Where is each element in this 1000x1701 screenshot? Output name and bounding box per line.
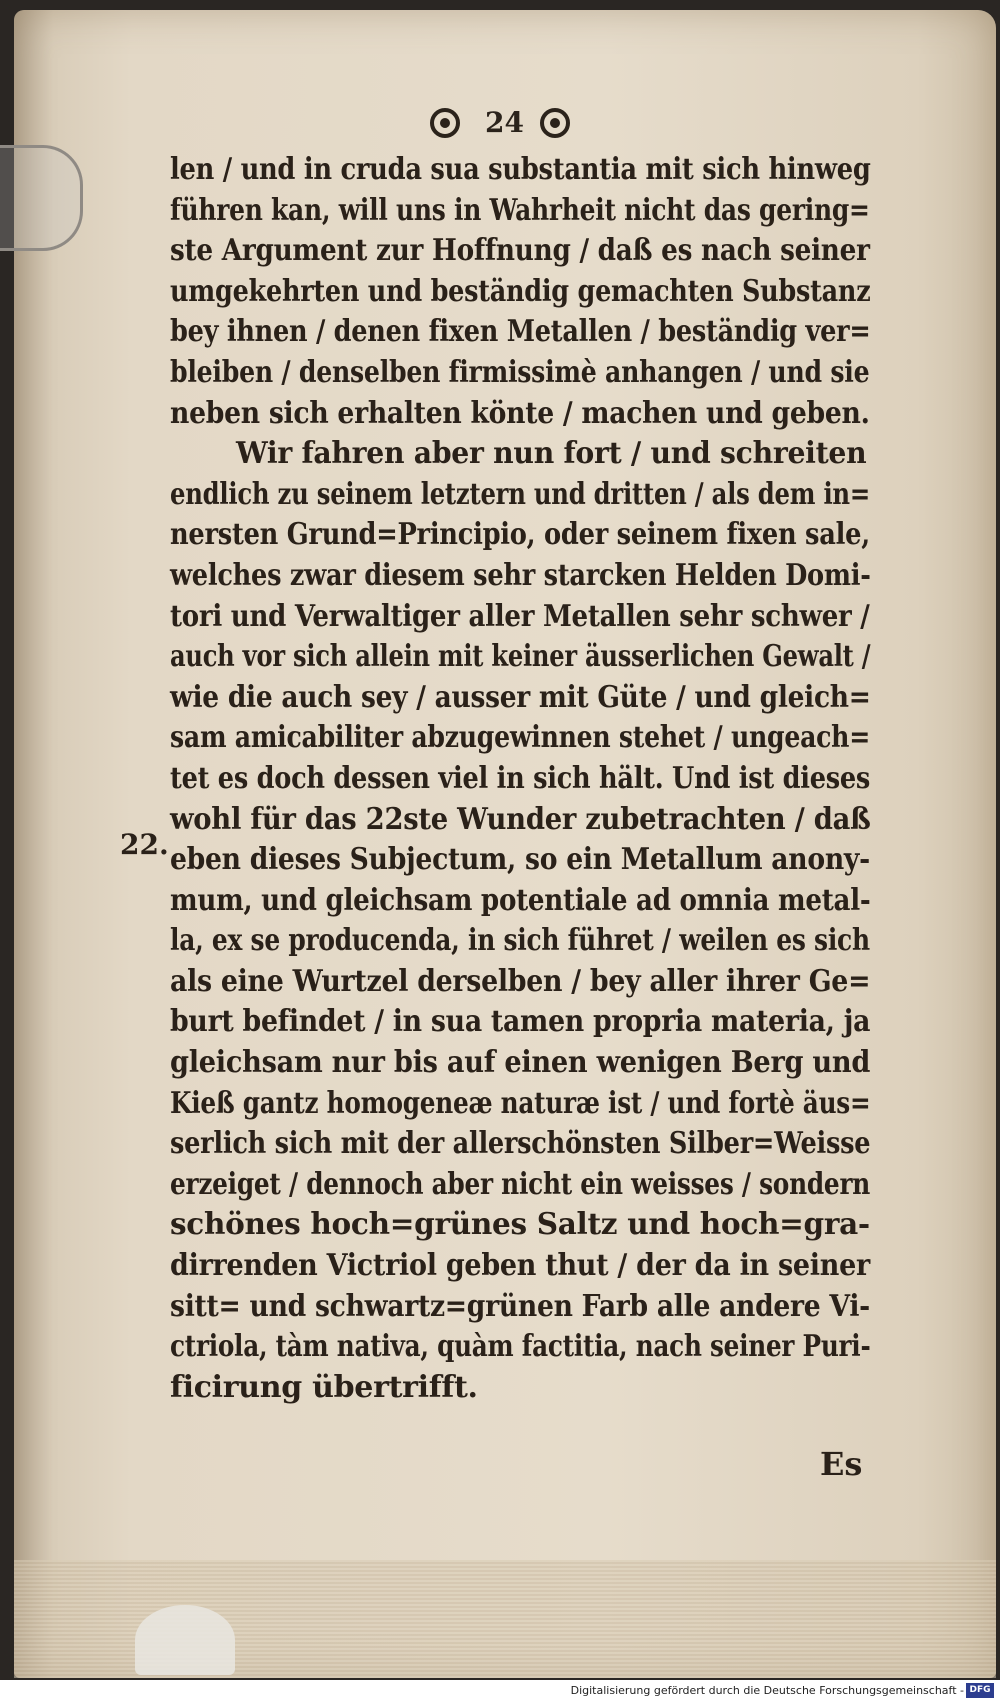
text-line: eben dieses Subjectum, so ein Metallum anony-	[170, 842, 870, 878]
text-line: sam amicabiliter abzugewinnen stehet / ungeach=	[170, 720, 871, 756]
catchword: Es	[820, 1445, 863, 1483]
text-line: bey ihnen / denen fixen Metallen / beständig ver=	[170, 314, 871, 350]
text-line: auch vor sich allein mit keiner äusserlichen Gewalt /	[170, 639, 871, 675]
text-line: wie die auch sey / ausser mit Güte / und gleich=	[170, 679, 871, 715]
bottom-clip	[135, 1605, 235, 1675]
margin-note: 22.	[120, 828, 169, 861]
text-line: dirrenden Victriol geben thut / der da in seiner	[170, 1248, 870, 1284]
text-line: la, ex se producenda, in sich führet / weilen es sich	[170, 923, 870, 959]
text-line: umgekehrten und beständig gemachten Substanz	[170, 273, 871, 309]
page-header	[430, 106, 730, 146]
text-line: neben sich erhalten könte / machen und geben.	[170, 395, 870, 431]
text-line: bleiben / denselben firmissimè anhangen / und sie	[170, 354, 870, 390]
text-line: burt befindet / in sua tamen propria materia, ja	[170, 1004, 871, 1040]
text-line: erzeiget / dennoch aber nicht ein weisses / sondern	[170, 1166, 871, 1202]
text-line: tet es doch dessen viel in sich hält. Und ist dieses	[170, 760, 871, 796]
text-line: gleichsam nur bis auf einen wenigen Berg und	[170, 1045, 871, 1081]
text-line: serlich sich mit der allerschönsten Silber=Weisse	[170, 1126, 871, 1162]
ornament-left-icon	[430, 108, 460, 138]
text-line: welches zwar diesem sehr starcken Helden Domi-	[170, 557, 871, 593]
text-line: Kieß gantz homogeneæ naturæ ist / und fortè äus=	[170, 1085, 871, 1121]
text-line: tori und Verwaltiger aller Metallen sehr schwer /	[170, 598, 870, 634]
text-line: wohl für das 22ste Wunder zubetrachten / daß	[170, 801, 871, 837]
text-line: Wir fahren aber nun fort / und schreiten	[235, 436, 867, 472]
ornament-right-icon	[540, 108, 570, 138]
text-line: endlich zu seinem letztern und dritten / als dem in=	[170, 476, 870, 512]
funding-footer: Digitalisierung gefördert durch die Deutsche Forschungsgemeinschaft -	[0, 1680, 1000, 1701]
page-clip	[0, 145, 83, 251]
body-text	[170, 150, 870, 1408]
text-line: führen kan, will uns in Wahrheit nicht das gering=	[170, 192, 870, 228]
page-number: 24	[485, 106, 524, 139]
text-line: schönes hoch=grünes Saltz und hoch=gra-	[170, 1207, 870, 1243]
text-line: len / und in cruda sua substantia mit sich hinweg	[170, 152, 871, 187]
dfg-logo[interactable]: DFG	[966, 1683, 994, 1698]
text-line: nersten Grund=Principio, oder seinem fixen sale,	[170, 517, 870, 553]
text-line: ctriola, tàm nativa, quàm factitia, nach seiner Puri-	[170, 1329, 871, 1365]
text-line: ficirung übertrifft.	[170, 1369, 478, 1405]
text-line: ste Argument zur Hoffnung / daß es nach seiner	[170, 233, 870, 269]
text-line: als eine Wurtzel derselben / bey aller ihrer Ge=	[170, 963, 871, 999]
text-line: sitt= und schwartz=grünen Farb alle andere Vi-	[170, 1288, 870, 1324]
text-line: mum, und gleichsam potentiale ad omnia metal-	[170, 882, 871, 918]
